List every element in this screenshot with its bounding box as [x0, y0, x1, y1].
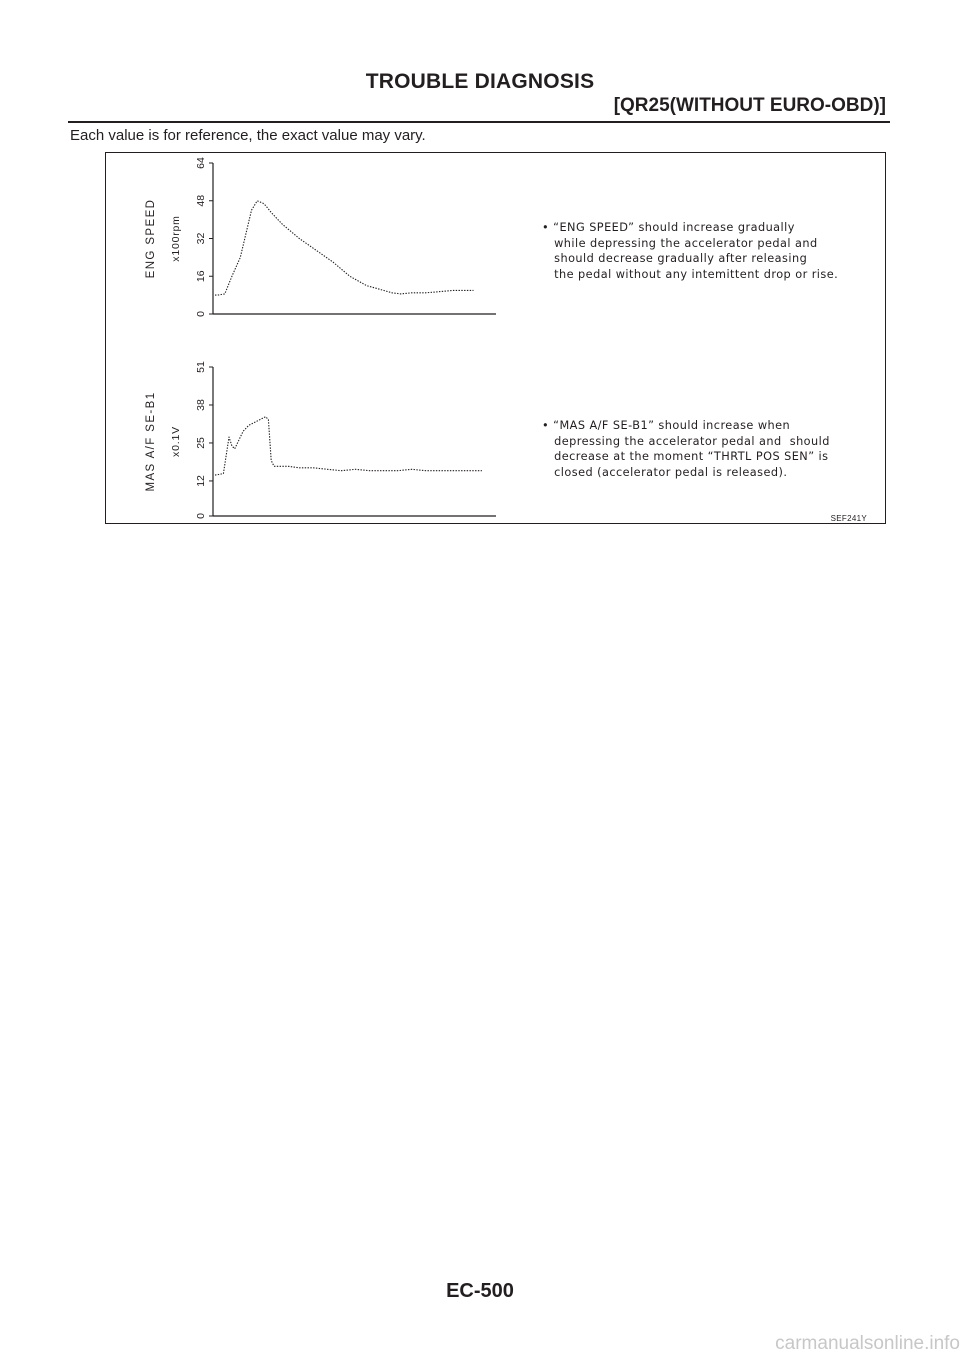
figure-code: SEF241Y	[830, 514, 867, 523]
intro-text: Each value is for reference, the exact value may vary.	[70, 127, 426, 144]
y-tick-label: 32	[195, 232, 207, 245]
axis-unit-label: x0.1V	[170, 426, 182, 457]
note-line: depressing the accelerator pedal and should	[542, 434, 830, 448]
y-tick-label: 51	[195, 361, 207, 373]
note-line: should decrease gradually after releasing	[542, 252, 808, 265]
y-tick-label: 16	[195, 270, 207, 283]
y-tick-label: 48	[195, 194, 207, 207]
y-tick-label: 64	[195, 157, 207, 169]
y-tick-label: 12	[195, 475, 207, 487]
note-line: while depressing the accelerator pedal and	[542, 236, 818, 250]
diagnostic-figure	[105, 152, 886, 524]
y-tick-label: 25	[195, 437, 207, 449]
note-line: • “ENG SPEED” should increase gradually	[542, 221, 795, 234]
y-tick-label: 0	[195, 513, 207, 519]
note-line: • “MAS A/F SE-B1” should increase when	[542, 419, 791, 432]
page-title: TROUBLE DIAGNOSIS	[365, 70, 595, 93]
series-line	[215, 417, 482, 475]
y-tick-label: 0	[195, 311, 207, 317]
y-tick-label: 38	[195, 399, 207, 411]
series-line	[215, 201, 474, 295]
page-number: EC-500	[446, 1280, 514, 1302]
axis-unit-label: x100rpm	[170, 215, 182, 262]
note-eng-speed	[542, 220, 838, 282]
axis-label: MAS A/F SE-B1	[145, 391, 157, 492]
axis-label: ENG SPEED	[145, 198, 157, 279]
page-subtitle: [QR25(WITHOUT EURO-OBD)]	[613, 95, 886, 116]
note-mas-af	[542, 418, 830, 480]
watermark: carmanualsonline.info	[775, 1333, 960, 1354]
note-line: the pedal without any intemittent drop or rise.	[542, 267, 839, 281]
header-rule	[68, 121, 890, 123]
note-line: decrease at the moment “THRTL POS SEN” is	[542, 450, 829, 463]
note-line: closed (accelerator pedal is released).	[542, 465, 788, 479]
